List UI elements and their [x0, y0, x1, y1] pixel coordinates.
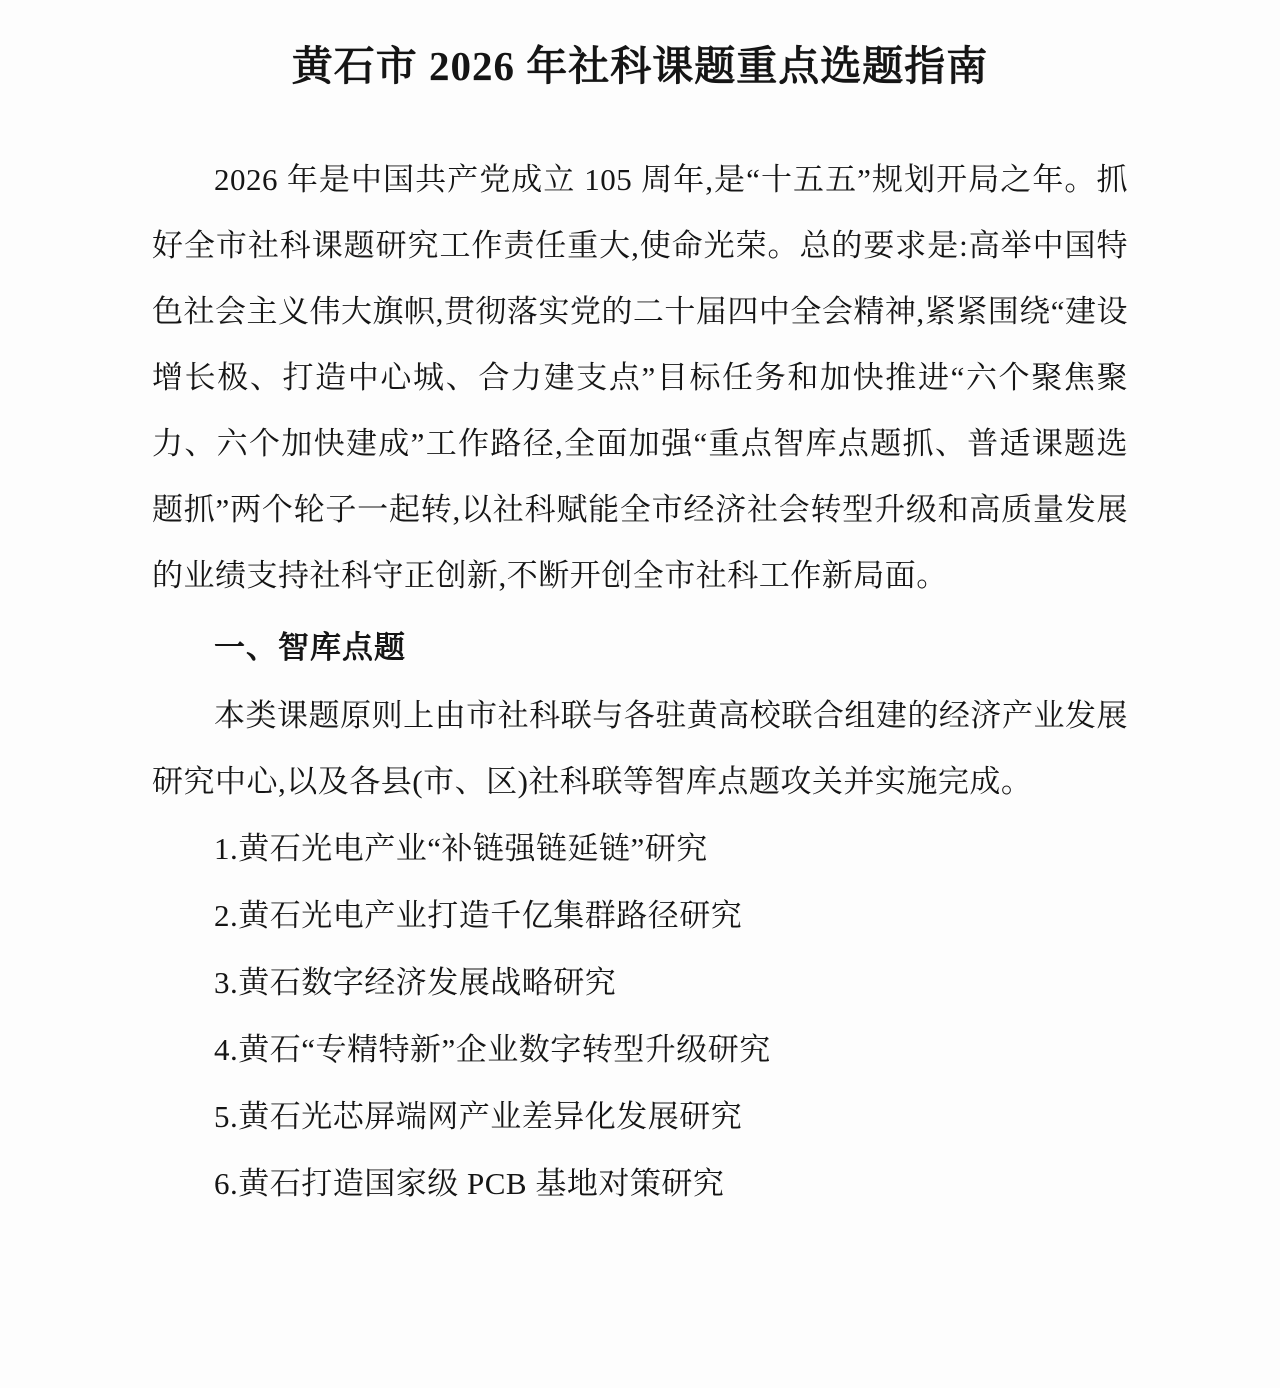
page-title: 黄石市 2026 年社科课题重点选题指南 — [291, 43, 989, 89]
topic-item-1: 1.黄石光电产业“补链强链延链”研究 — [214, 831, 708, 867]
section-1-paragraph: 本类课题原则上由市社科联与各驻黄高校联合组建的经济产业发展研究中心,以及各县(市、区)社科联等智库点题攻关并实施完成。 — [152, 698, 1128, 800]
topic-list — [152, 815, 1128, 1217]
topic-item-5: 5.黄石光芯屏端网产业差异化发展研究 — [214, 1099, 743, 1135]
topic-item-6: 6.黄石打造国家级 PCB 基地对策研究 — [214, 1166, 725, 1202]
topic-item-3: 3.黄石数字经济发展战略研究 — [214, 965, 617, 1001]
topic-item-2: 2.黄石光电产业打造千亿集群路径研究 — [214, 898, 743, 934]
topic-item-4: 4.黄石“专精特新”企业数字转型升级研究 — [214, 1032, 771, 1068]
section-1-heading: 一、智库点题 — [214, 630, 406, 666]
intro-paragraph: 2026 年是中国共产党成立 105 周年,是“十五五”规划开局之年。抓好全市社科课题研究工作责任重大,使命光荣。总的要求是:高举中国特色社会主义伟大旗帜,贯彻落实党的二十届四中全会精神,紧紧围绕“建设增长极、打造中心城、合力建支点”目标任务和加快推进“六个聚焦聚力、六个加快建成”工作路径,全面加强“重点智库点题抓、普适课题选题抓”两个轮子一起转,以社科赋能全市经济社会转型升级和高质量发展的业绩支持社科守正创新,不断开创全市社科工作新局面。 — [152, 162, 1128, 594]
